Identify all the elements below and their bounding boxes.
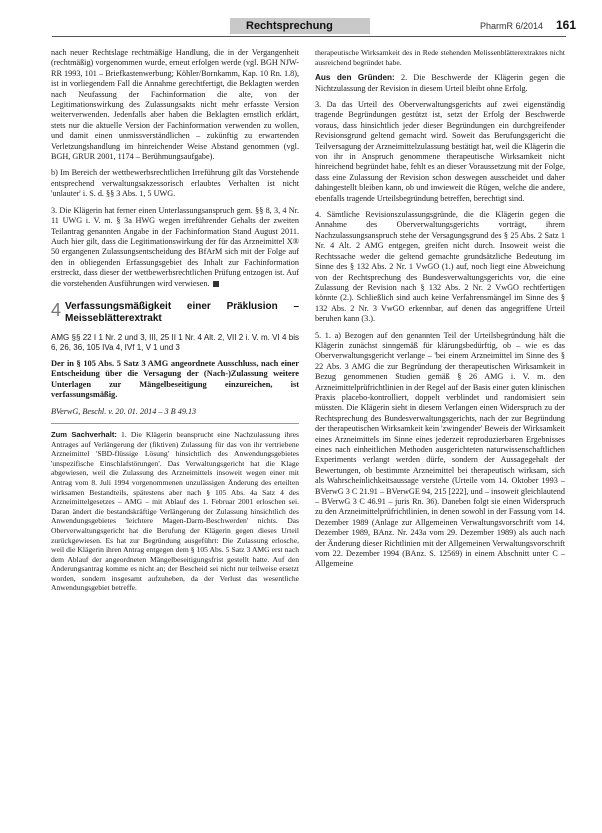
paragraph: 3. Da das Urteil des Oberverwaltungsgerichts auf zwei eigenständig tragende Begründungen gestützt ist, setzt der Erfolg der Beschwerde voraus, dass hinsichtlich jeder dieser Begründungen ein durchgreifender Revisionsgrund geltend gemacht wird. Soweit das Berufungsgericht die Teilversagung der Arzneimittelzulassung bestätigt hat, weil die Klägerin die von ihr in Anspruch genommene therapeutische Wirksamkeit nicht hinreichend begründet habe, fehlt es an dieser Voraussetzung mit der Folge, dass eine Zulassung der Revision schon deswegen ausscheidet und daher dahingestellt bleiben kann, ob und inwieweit die Rügen, welche die andere, ebenfalls tragende Urteilsbegründung betreffen, berechtigt sind.: [315, 100, 565, 203]
paragraph: 4. Sämtliche Revisionszulassungsgründe, die die Klägerin gegen die Annahme des Oberverwaltungsgerichts vorträgt, ihrem Nachzulassungsanspruch stehe der Versagungsgrund des § 25 Abs. 2 Satz 1 Nr. 4 Alt. 2 AMG entgegen, greifen nicht durch. Insoweit weist die Rechtssache weder die geltend gemachte grundsätzliche Bedeutung im Sinne des § 132 Abs. 2 Nr. 1 VwGO (1.) auf, noch liegt eine Abweichung von der Rechtsprechung des Bundesverwaltungsgerichts vor, die eine Zulassung der Revision nach § 132 Abs. 2 Nr. 2 VwGO rechtfertigen könnte (2.). Schließlich sind auch keine Verfahrensmängel im Sinne des § 132 Abs. 2 Nr. 3 VwGO erkennbar, auf denen das angegriffene Urteil beruhen kann (3.).: [315, 210, 565, 324]
section-title-text: Verfassungsmäßigkeit einer Präklusion – Meisseblätterextrakt: [65, 300, 299, 324]
section-title: Rechtsprechung: [246, 20, 333, 32]
header-rule: [52, 36, 566, 37]
headnote: Der in § 105 Abs. 5 Satz 3 AMG angeordnete Ausschluss, nach einer Entscheidung über die Versagung der (Nach-)Zulassung weitere Unterlagen zur Mängelbeseitigung einzureichen, ist verfassungsmäßig.: [51, 358, 299, 400]
paragraph: nach neuer Rechtslage rechtmäßige Handlung, die in der Vergangenheit (rechtmäßig) vorgenommen wurde, erneut erfolgen werde (vgl. BGH NJW-RR 1993, 101 – Briefkastenwerbung; Köhler/Bornkamm, Kap. 10 Rn. 1.8), ist in vorliegendem Fall die Annahme gerechtfertigt, die Beklagten werden nach Neufassung der Fachinformation die alte, von der Legitimationswirkung des Zulassungsakts nicht mehr erfasste Version weiterverwenden. Jedenfalls aber haben die Beklagten ernstlich erklärt, stets nur die aktuelle Version der Fachinformation verwenden zu wollen, und damit einen unmissverständlichen – zukünftig zu erwartenden Verletzungshandlung im hinreichender Weise Abstand genommen (vgl. BGH, GRUR 2001, 1174 – Berühmungsaufgabe).: [51, 48, 299, 162]
paragraph: 5. 1. a) Bezogen auf den genannten Teil der Urteilsbegründung hält die Klägerin zunächst sinngemäß für klärungsbedürftig, ob – wie es das Oberverwaltungsgericht verlange – 'bei einem Arzneimittel im Sinne des § 22 Abs. 3 AMG die zur Begründung der therapeutischen Wirksamkeit in Bezug genommenen Studien gemäß § 26 AMG i. V. m. den Arzneimittelprüfrichtlinien in der Regel auf der Basis einer guten klinischen Praxis placebo-kontrolliert, doppelt verblindet und randomisiert sein müssten. Die Klägerin sieht in diesem Verlangen einen Widerspruch zu der Rechtsprechung des Bundesverwaltungsgerichts, nach der zur Begründung der therapeutischen Wirksamkeit kein 'zwingender' Beweis der Wirksamkeit eines Arzneimittels im Sinne eines jederzeit reproduzierbaren Ergebnisses eines nach einheitlichen Methoden ausgerichteten naturwissenschaftlichen Experiments verlangt werden dürfe, sondern der Aussagegehalt der Bewertungen, ob bestimmte Arzneimittel bei therapeutisch wirksam, sich als Wahrscheinlichkeitsaussage verstehe (Urteile vom 14. Oktober 1993 – BVerwG 3 C 21.91 – BVerwGE 94, 215 [222], und – insoweit gleichlautend – BVerwG 3 C 46.91 – juris Rn. 36). Daneben folgt sie einen Widerspruch zu den Arzneimittelprüfrichtlinien, in denen sowohl in der Fassung vom 14. Dezember 1989 (Anlage zur Allgemeinen Verwaltungsvorschrift vom 14. Dezember 1989, BAnz. Nr. 243a vom 29. Dezember 1989) als auch nach der Änderung dieser Richtlinien mit der Allgemeinen Verwaltungsvorschrift vom 22. Dezember 1994 (BAnz. S. 12569) in einem Abschnitt unter C – Allgemeine: [315, 330, 565, 569]
grounds-lead: Aus den Gründen:: [315, 73, 395, 83]
facts-text: 1. Die Klägerin beansprucht eine Nachzulassung ihres Antrages auf Verlängerung der (fiktiven) Zulassung für das von ihr vertriebene Arzneimittel 'SBD-flüssige Lösung' hinsichtlich des Anwendungsgebietes 'unspezifische Einschlafstörungen'. Das Verwaltungsgericht hat die Klage abgewiesen, weil die Zulassung des Arzneimittels insoweit wegen einer mit Antrag vom 8. Juli 1994 vorgenommenen unzulässigen Änderung des erteilten wirksamen Bestandteils, spätestens aber nach § 105 Abs. 4a Satz 4 des Arzneimittelgesetzes – AMG – mit Ablauf des 1. Februar 2001 erloschen sei. Daran ändert die bestandskräftige Verlängerung der Zulassung hinsichtlich des Anwendungsgebietes 'leichtere Magen-Darm-Beschwerden' nichts. Das Oberverwaltungsgericht hat die Berufung der Klägerin gegen dieses Urteil zurückgewiesen. Es hat zur Begründung ausgeführt: Die Zulassung erlosche, weil die Klägerin ihren Antrag entgegen dem § 105 Abs. 5 Satz 3 AMG erst nach dem Ablauf der angeordneten Mängelbeseitigungsfrist gestellt hatte. Auf den Änderungsantrag komme es nicht an; der Bescheid sei nicht nur teilweise ersetzt worden, sondern insgesamt aufzuheben, da der Verlust das wesentliche Anwendungsgebiet betreffe.: [51, 429, 299, 593]
paragraph-text: 3. Die Klägerin hat ferner einen Unterlassungsanspruch gem. §§ 8, 3, 4 Nr. 11 UWG i. V. m. § 3a HWG wegen irreführender Gehalts der zweiten Teilantrag genannten Angabe in der Fachinformation Stand August 2011. Auch hier gilt, dass die Legitimationswirkung der für das Arzneimittel X® 50 ergangenen Zulassungsentscheidung des BfArM sich mit der Folge auf den in obliegenden Erfassungsgebiet des Inhalt zur Fachinformation erstreckt, dass dieser der wettbewerbsrechtlichen Prüfung entzogen ist. Auf die vorstehenden Ausführungen wird verwiesen.: [51, 205, 299, 288]
section-heading: [51, 301, 299, 325]
paragraph: b) Im Bereich der wettbewerbsrechtlichen Irreführung gilt das Vorstehende entsprechend verwaltungsakzessorisch erlaubtes Verhalten ist nicht 'unlauter' i. S. d. §§ 3 Abs. 1, 5 UWG.: [51, 168, 299, 199]
page-header: [0, 0, 602, 40]
divider: [51, 423, 299, 424]
facts-lead: Zum Sachverhalt:: [51, 429, 117, 439]
end-mark-icon: [213, 281, 219, 287]
right-column: [315, 48, 565, 576]
grounds-paragraph: [315, 73, 565, 94]
page-number: 161: [556, 18, 577, 32]
journal-name: PharmR 6/2014: [480, 21, 544, 31]
section-number: 4: [51, 299, 62, 320]
paragraph: therapeutische Wirksamkeit des in Rede stehenden Melissenblätterextraktes nicht ausreichend begründet habe.: [315, 48, 565, 67]
facts-paragraph: [51, 430, 299, 593]
left-column: [51, 48, 299, 599]
grounds-text: 2. Die Beschwerde der Klägerin gegen die Nichtzulassung der Revision in diesem Urteil bleibt ohne Erfolg.: [315, 73, 566, 93]
paragraph: [51, 206, 299, 289]
statute-references: AMG §§ 22 I 1 Nr. 2 und 3, III, 25 II 1 Nr. 4 Alt. 2, VII 2 i. V. m. VI 4 bis 6, 26, 36, 105 IVa 4, IVf 1, V 1 und 3: [51, 332, 299, 352]
decision-citation: BVerwG, Beschl. v. 20. 01. 2014 – 3 B 49.13: [51, 406, 197, 416]
